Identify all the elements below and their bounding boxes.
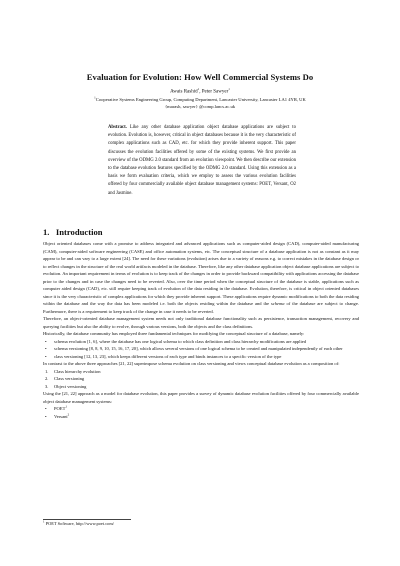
list-item-text: POET (54, 406, 66, 411)
list-item (43, 375, 359, 383)
list-item-text: schema evolution [1, 6], where the database has one logical schema to which class definition and class hierarchy modifications are applied (54, 338, 307, 344)
paper-authors (30, 89, 370, 95)
footnote-ref: 2 (67, 411, 70, 416)
list-number: 1. (45, 368, 49, 374)
paragraph-4: In contrast to the above three approaches [21, 22] superimpose schema evolution on class versioning and views conceptual database evolution as a composition of: (43, 361, 340, 366)
list-item-text: schema versioning [8, 8, 9, 10, 15, 16, 17, 20], which allows several versions of one logical schema to be created and manipulated independently of each other (54, 346, 343, 351)
list-item (43, 338, 359, 346)
paper-email: {marash, sawyer} @comp.lancs.ac.uk (164, 104, 236, 109)
bullet-icon: • (45, 353, 47, 359)
list-item (43, 345, 359, 353)
abstract (108, 124, 296, 198)
systems-list (43, 405, 359, 420)
footnote-number: 1 (43, 519, 45, 524)
list-number: 3. (45, 383, 49, 389)
paragraph-1-text: Object oriented databases come with a promise to address integrated and advanced applications such as computer-aided design (CAD), computer-aided manufacturing (CAM), computer-aided software engineering (CASE) and office automation systems, etc. The conceptual structure of a database application is not as constant as it may appear to be and can vary to a large extent [24]. The need for these variations (evolution) arises due to a variety of reasons e.g. to correct mistakes in the database design or to reflect changes in the structure of the real world artifacts modeled in the database. Therefore, like any other database application object database applications are subject to evolution. An important requirement in terms of evolution is to keep track of the changes in order to provide backward compatibility with applications accessing the database prior to the changes and in case the changes need to be reverted. Also, over the time period when the conceptual structure of the database is stable, applications such as computer aided design (CAD), etc. still require keeping track of evolution of the data residing in the database. Evolution, therefore, is critical in object oriented databases since it is the very characteristic of complex applications for which they provide inherent support. These applications require dynamic modifications to both the data residing within the database and the way the data has been modeled i.e. both the objects residing within the database and the (43, 241, 359, 306)
author-1: Awais Rashid (170, 89, 198, 95)
list-item (43, 413, 359, 421)
author-2-sup: 1 (228, 87, 230, 91)
composition-list (43, 368, 359, 391)
footnote (43, 521, 114, 526)
footnote-divider (43, 519, 131, 520)
list-item-text: Class hierarchy evolution (54, 368, 101, 374)
list-item-text: Class versioning (54, 376, 85, 381)
section-body (43, 240, 359, 420)
abstract-text: Like any other database application object database applications are subject to evolution. Evolution is, however, critical in object databases because it is the very characteristic of complex applications such as CAD, etc. for which they provide inherent support. This paper discusses the evolution facilities offered by some of the existing systems. We first provide an overview of the ODMG 2.0 standard from an evolution viewpoint. We then describe our extension to the database evolution features specified by the ODMG 2.0 standard. Using this extension as a basis we form evaluation criteria, which we employ to assess the various evolution facilities offered by four commercially available object database management systems: POET, Versant, O2 and Jasmine. (108, 125, 296, 196)
list-item (43, 353, 359, 361)
list-item (43, 405, 359, 413)
footnote-text: POET Software, http://www.poet.com/ (44, 521, 114, 526)
paragraph-3: Historically, the database community has employed three fundamental techniques for modifying the conceptual structure of a database, namely: (43, 331, 305, 336)
list-number: 2. (45, 376, 49, 381)
paragraph-1-end: of the database are subject to change. Furthermore, there is a requirement to keep track of the change in case it needs to be reverted. (43, 301, 359, 314)
bullet-icon: • (45, 413, 47, 419)
paragraph-2: Therefore, an object-oriented database management system needs not only traditional database functionality such as persistence, transaction management, recovery and querying facilities but also the ability to evolve, through various versions, both the objects and the class definitions. (43, 316, 359, 329)
paper-title: Evaluation for Evolution: How Well Commercial Systems Do (86, 72, 314, 82)
paragraph-1-emphasis: schema (270, 301, 285, 306)
list-item-text: Versant (54, 413, 68, 419)
section-number: 1. (43, 227, 50, 237)
section-title: Introduction (55, 227, 103, 237)
paragraph-5: Using the [21, 22] approach as a model for database evolution, this paper provides a survey of dynamic database evolution facilities offered by four commercially available object database management systems: (43, 391, 359, 404)
author-2: , Peter Sawyer (199, 89, 229, 95)
bullet-icon: • (45, 338, 47, 344)
paper-affiliation (20, 97, 380, 102)
section-heading (43, 227, 103, 237)
bullet-icon: • (45, 346, 47, 351)
list-item-text: Object versioning (54, 383, 87, 389)
paragraph-1 (43, 240, 359, 315)
affiliation-sup: 1 (94, 95, 96, 100)
abstract-label: Abstract. (108, 125, 127, 130)
list-item-text: class versioning [12, 13, 23], which keeps different versions of each type and binds instances to a specific version of the type (54, 353, 282, 359)
list-item (43, 368, 359, 376)
affiliation-text: Cooperative Systems Engineering Group, Computing Department, Lancaster University, Lancaster LA1 4YR, UK (95, 97, 306, 102)
bullet-icon: • (45, 406, 47, 411)
footnote-ref: 1 (65, 404, 67, 409)
technique-list (43, 338, 359, 361)
author-1-sup: 1 (197, 87, 200, 91)
list-item (43, 383, 359, 391)
